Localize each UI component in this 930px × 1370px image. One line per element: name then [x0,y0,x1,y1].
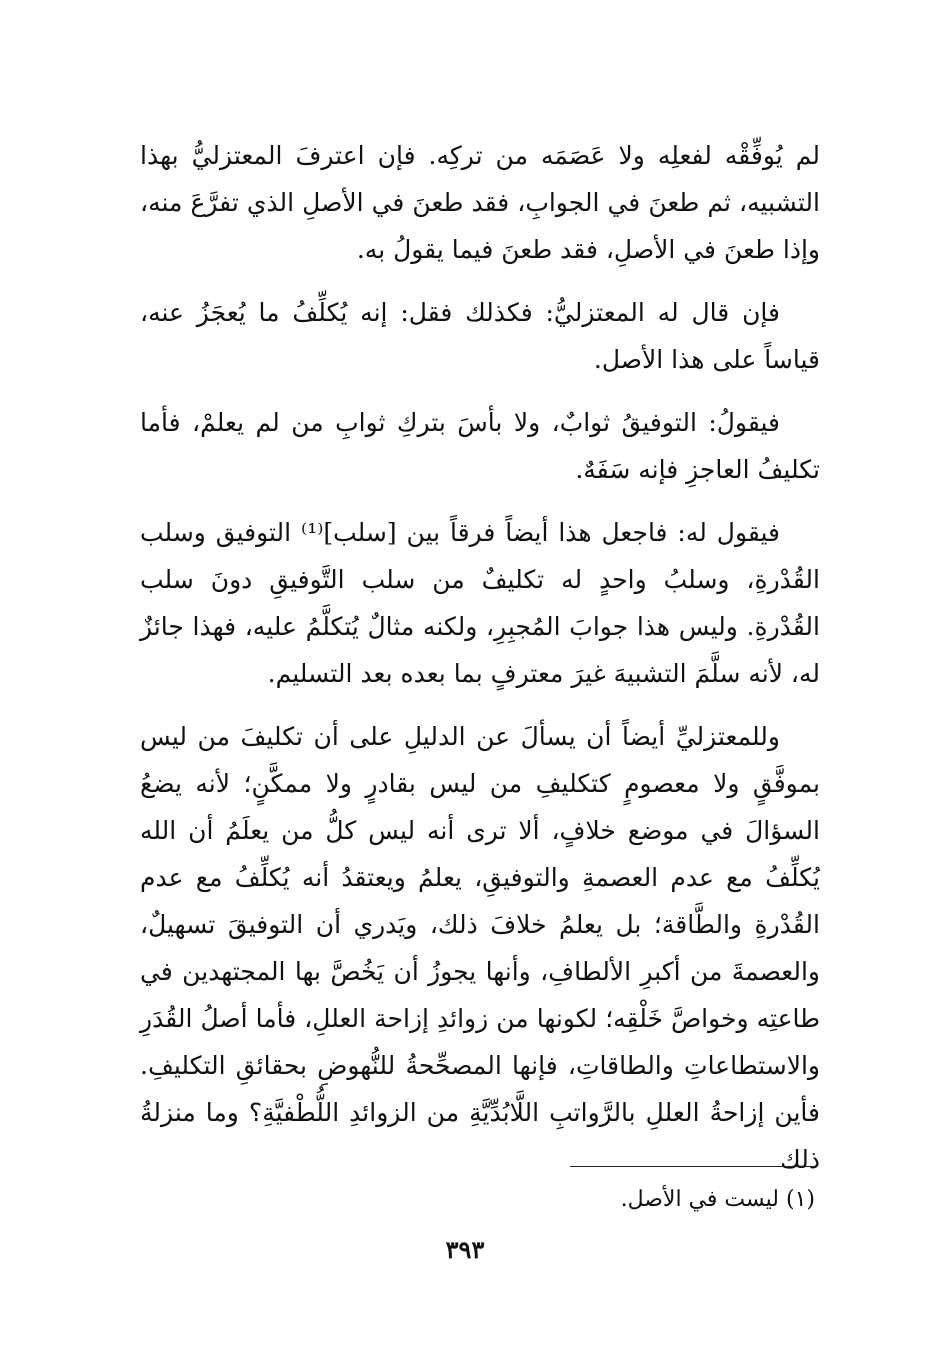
paragraph-3: فيقولُ: التوفيقُ ثوابٌ، ولا بأسَ بتركِ ثوابِ من لم يعلمْ، فأما تكليفُ العاجزِ فإنه سَفَهٌ. [140,408,820,484]
paragraph-4: فيقول له: فاجعل هذا أيضاً فرقاً بين [سلب]⁽¹⁾ التوفيق وسلب القُدْرةِ، وسلبُ واحدٍ له تكليفٌ من سلب التَّوفيقِ دونَ سلب القُدْرةِ. وليس هذا جوابَ المُجبِرِ، ولكنه مثالٌ يُتكلَّمُ عليه، فهذا جائزٌ له، لأنه سلَّمَ التشبيهَ غيرَ معترفٍ بما بعده بعد التسليم. [140,518,820,688]
paragraph-1: لم يُوفِّقْه لفعلِه ولا عَصَمَه من تركِه. فإن اعترفَ المعتزليُّ بهذا التشبيه، ثم طعنَ في الجوابِ، فقد طعنَ في الأصلِ الذي تفرَّعَ منه، وإذا طعنَ في الأصلِ، فقد طعنَ فيما يقولُ به. [140,141,820,264]
footnote-divider [570,1166,815,1167]
paragraph-2: فإن قال له المعتزليُّ: فكذلك فقل: إنه يُكلِّفُ ما يُعجَزُ عنه، قياساً على هذا الأصل. [140,298,820,374]
footnote: (١) ليست في الأصل. [620,1187,815,1212]
paragraph-5: وللمعتزليِّ أيضاً أن يسألَ عن الدليلِ على أن تكليفَ من ليس بموفَّقٍ ولا معصومٍ كتكليفِ من ليس بقادرٍ ولا ممكَّنٍ؛ لأنه يضعُ السؤالَ في موضع خلافٍ، ألا ترى أنه ليس كلُّ من يعلَمُ أن الله يُكلِّفُ مع عدم العصمةِ والتوفيقِ، يعلمُ ويعتقدُ أنه يُكلِّفُ مع عدم القُدْرةِ والطَّاقة؛ بل يعلمُ خلافَ ذلك، ويَدري أن التوفيقَ تسهيلٌ، والعصمةَ من أكبرِ الألطافِ، وأنها يجوزُ أن يَخُصَّ بها المجتهدين في طاعتِه وخواصَّ خَلْقِه؛ لكونها من زوائدِ إزاحة العللِ، فأما أصلُ القُدَرِ والاستطاعاتِ والطاقاتِ، فإنها المصحِّحةُ للنُّهوضِ بحقائقِ التكليفِ. فأين إزاحةُ العللِ بالرَّواتبِ اللَّابُدِّيَّةِ من الزوائدِ اللُّطْفيَّةِ؟ وما منزلةُ ذلك [140,722,820,1174]
main-text [140,132,820,1199]
page-number: ٣٩٣ [445,1235,485,1264]
